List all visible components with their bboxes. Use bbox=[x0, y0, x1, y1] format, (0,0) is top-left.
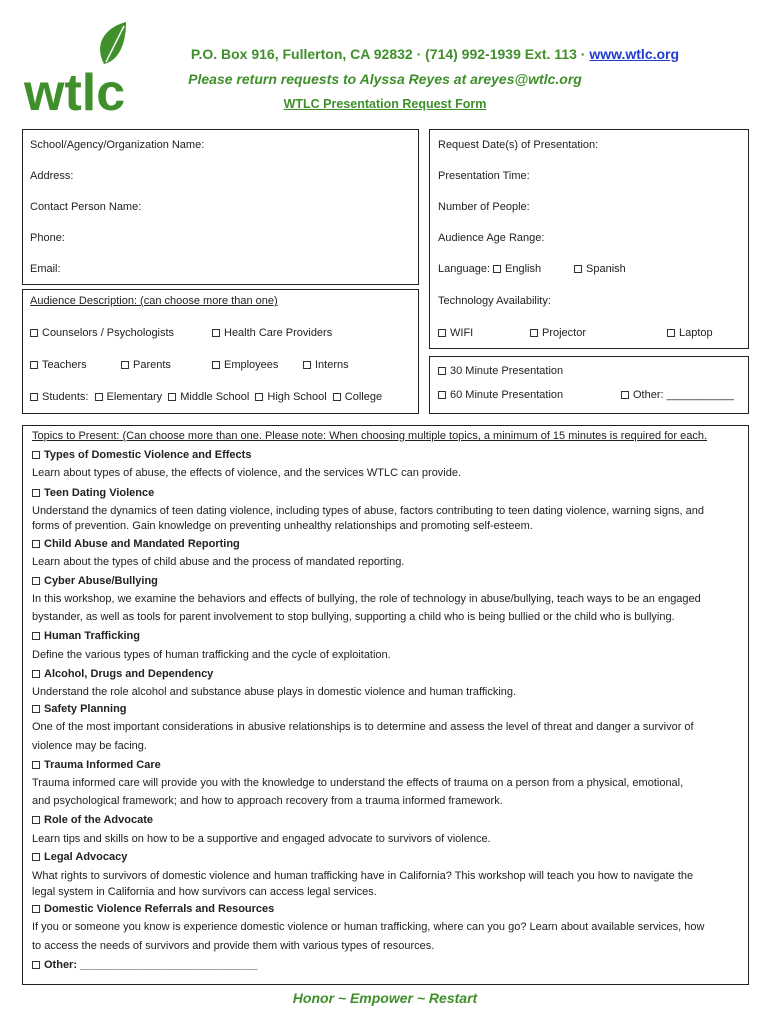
audience-title: Audience Description: (can choose more than one) bbox=[30, 295, 278, 307]
audience-parents-checkbox[interactable]: Parents bbox=[121, 359, 171, 371]
contact-line: P.O. Box 916, Fullerton, CA 92832 · (714) 992-1939 Ext. 113 · www.wtlc.org bbox=[190, 46, 680, 62]
topic-4-desc: Define the various types of human trafficking and the cycle of exploitation. bbox=[32, 649, 391, 661]
tech-laptop-checkbox[interactable]: Laptop bbox=[667, 327, 713, 339]
logo-text: wtlc bbox=[24, 64, 126, 116]
form-title: WTLC Presentation Request Form bbox=[283, 97, 487, 111]
address-field[interactable]: Address: bbox=[30, 170, 74, 182]
topic-8-desc: Learn tips and skills on how to be a supportive and engaged advocate to survivors of violence. bbox=[32, 833, 491, 845]
topic-7-checkbox[interactable]: Trauma Informed Care bbox=[32, 759, 161, 771]
checkbox-icon bbox=[212, 329, 220, 337]
topic-9-checkbox[interactable]: Legal Advocacy bbox=[32, 851, 127, 863]
checkbox-icon bbox=[667, 329, 675, 337]
topic-6-desc: violence may be facing. bbox=[32, 740, 147, 752]
topic-8-checkbox[interactable]: Role of the Advocate bbox=[32, 814, 153, 826]
topic-9-desc: What rights to survivors of domestic violence and human trafficking have in California? This workshop will teach you how to navigate the bbox=[32, 870, 694, 882]
tech-projector-checkbox[interactable]: Projector bbox=[530, 327, 586, 339]
topic-4-checkbox[interactable]: Human Trafficking bbox=[32, 630, 140, 642]
checkbox-icon[interactable] bbox=[30, 393, 38, 401]
checkbox-icon bbox=[32, 853, 40, 861]
audience-counselors-checkbox[interactable]: Counselors / Psychologists bbox=[30, 327, 174, 339]
checkbox-icon bbox=[303, 361, 311, 369]
checkbox-icon bbox=[32, 577, 40, 585]
number-of-people-field[interactable]: Number of People: bbox=[438, 201, 530, 213]
checkbox-icon bbox=[621, 391, 629, 399]
topic-other-checkbox[interactable]: Other: _____________________________ bbox=[32, 959, 257, 971]
phone-field[interactable]: Phone: bbox=[30, 232, 65, 244]
topic-6-desc: One of the most important considerations in abusive relationships is to determine and assess the level of threat and danger a survivor of bbox=[32, 721, 694, 733]
email-field[interactable]: Email: bbox=[30, 263, 61, 275]
topic-7-desc: and psychological framework; and how to approach recovery from a trauma informed framework. bbox=[32, 795, 503, 807]
language-english-checkbox[interactable]: English bbox=[493, 263, 541, 275]
audience-employees-checkbox[interactable]: Employees bbox=[212, 359, 278, 371]
tech-label: Technology Availability: bbox=[438, 295, 551, 307]
checkbox-icon bbox=[438, 391, 446, 399]
audience-health-care-checkbox[interactable]: Health Care Providers bbox=[212, 327, 332, 339]
topic-9-desc: legal system in California and how survivors can access legal services. bbox=[32, 886, 377, 898]
presentation-time-field[interactable]: Presentation Time: bbox=[438, 170, 530, 182]
topic-5-desc: Understand the role alcohol and substance abuse plays in domestic violence and human trafficking. bbox=[32, 686, 517, 698]
wtlc-logo bbox=[22, 20, 142, 116]
topic-2-checkbox[interactable]: Child Abuse and Mandated Reporting bbox=[32, 538, 240, 550]
checkbox-icon bbox=[32, 670, 40, 678]
checkbox-icon bbox=[32, 451, 40, 459]
audience-students-row: Students: Elementary Middle School High School College bbox=[30, 391, 382, 403]
topic-10-desc: If you or someone you know is experience domestic violence or human trafficking, where can you go? Learn about available services, how bbox=[32, 921, 705, 933]
website-link[interactable]: www.wtlc.org bbox=[589, 46, 680, 62]
topic-7-desc: Trauma informed care will provide you with the knowledge to understand the effects of trauma on a person from a physical, emotional, bbox=[32, 777, 684, 789]
students-high-school-checkbox[interactable] bbox=[255, 393, 263, 401]
footer-tagline: Honor ~ Empower ~ Restart bbox=[292, 990, 478, 1006]
audience-teachers-checkbox[interactable]: Teachers bbox=[30, 359, 87, 371]
topic-1-desc: forms of prevention. Gain knowledge on preventing unhealthy relationships and promoting self-esteem. bbox=[32, 520, 533, 532]
students-college-checkbox[interactable] bbox=[333, 393, 341, 401]
topic-0-checkbox[interactable]: Types of Domestic Violence and Effects bbox=[32, 449, 251, 461]
return-line: Please return requests to Alyssa Reyes at areyes@wtlc.org bbox=[188, 71, 582, 87]
checkbox-icon bbox=[438, 367, 446, 375]
checkbox-icon bbox=[530, 329, 538, 337]
topic-2-desc: Learn about the types of child abuse and the process of mandated reporting. bbox=[32, 556, 405, 568]
org-name-field[interactable]: School/Agency/Organization Name: bbox=[30, 139, 205, 151]
topic-3-desc: bystander, as well as tools for parent involvement to stop bullying, supporting a child who is being bullied or the child who is bullying. bbox=[32, 611, 675, 623]
checkbox-icon bbox=[212, 361, 220, 369]
duration-other-checkbox[interactable]: Other: ___________ bbox=[621, 389, 734, 401]
topic-1-desc: Understand the dynamics of teen dating violence, including types of abuse, factors contributing to teen dating violence, warning signs, and bbox=[32, 505, 705, 517]
students-middle-school-checkbox[interactable] bbox=[168, 393, 176, 401]
topic-5-checkbox[interactable]: Alcohol, Drugs and Dependency bbox=[32, 668, 213, 680]
duration-30-checkbox[interactable]: 30 Minute Presentation bbox=[438, 365, 563, 377]
topic-3-checkbox[interactable]: Cyber Abuse/Bullying bbox=[32, 575, 158, 587]
students-elementary-checkbox[interactable] bbox=[95, 393, 103, 401]
language-label: Language: bbox=[438, 263, 490, 275]
topic-1-checkbox[interactable]: Teen Dating Violence bbox=[32, 487, 154, 499]
checkbox-icon bbox=[32, 705, 40, 713]
checkbox-icon bbox=[438, 329, 446, 337]
topic-3-desc: In this workshop, we examine the behaviors and effects of bullying, the role of technology in abuse/bullying, teach ways to be an engaged bbox=[32, 593, 701, 605]
topics-title: Topics to Present: (Can choose more than one. Please note: When choosing multiple topics, a minimum of 15 minutes is required for each. bbox=[32, 430, 708, 442]
checkbox-icon bbox=[30, 329, 38, 337]
topic-0-desc: Learn about types of abuse, the effects of violence, and the services WTLC can provide. bbox=[32, 467, 462, 479]
checkbox-icon bbox=[32, 540, 40, 548]
contact-person-field[interactable]: Contact Person Name: bbox=[30, 201, 142, 213]
checkbox-icon bbox=[121, 361, 129, 369]
checkbox-icon bbox=[574, 265, 582, 273]
checkbox-icon bbox=[32, 816, 40, 824]
duration-60-checkbox[interactable]: 60 Minute Presentation bbox=[438, 389, 563, 401]
checkbox-icon bbox=[32, 905, 40, 913]
checkbox-icon bbox=[32, 961, 40, 969]
request-date-field[interactable]: Request Date(s) of Presentation: bbox=[438, 139, 599, 151]
language-spanish-checkbox[interactable]: Spanish bbox=[574, 263, 626, 275]
checkbox-icon bbox=[32, 489, 40, 497]
tech-wifi-checkbox[interactable]: WIFI bbox=[438, 327, 473, 339]
checkbox-icon bbox=[493, 265, 501, 273]
topic-6-checkbox[interactable]: Safety Planning bbox=[32, 703, 127, 715]
checkbox-icon bbox=[30, 361, 38, 369]
checkbox-icon bbox=[32, 761, 40, 769]
audience-interns-checkbox[interactable]: Interns bbox=[303, 359, 349, 371]
audience-age-field[interactable]: Audience Age Range: bbox=[438, 232, 545, 244]
topic-10-checkbox[interactable]: Domestic Violence Referrals and Resources bbox=[32, 903, 274, 915]
checkbox-icon bbox=[32, 632, 40, 640]
topic-10-desc: to access the needs of survivors and provide them with various types of resources. bbox=[32, 940, 435, 952]
